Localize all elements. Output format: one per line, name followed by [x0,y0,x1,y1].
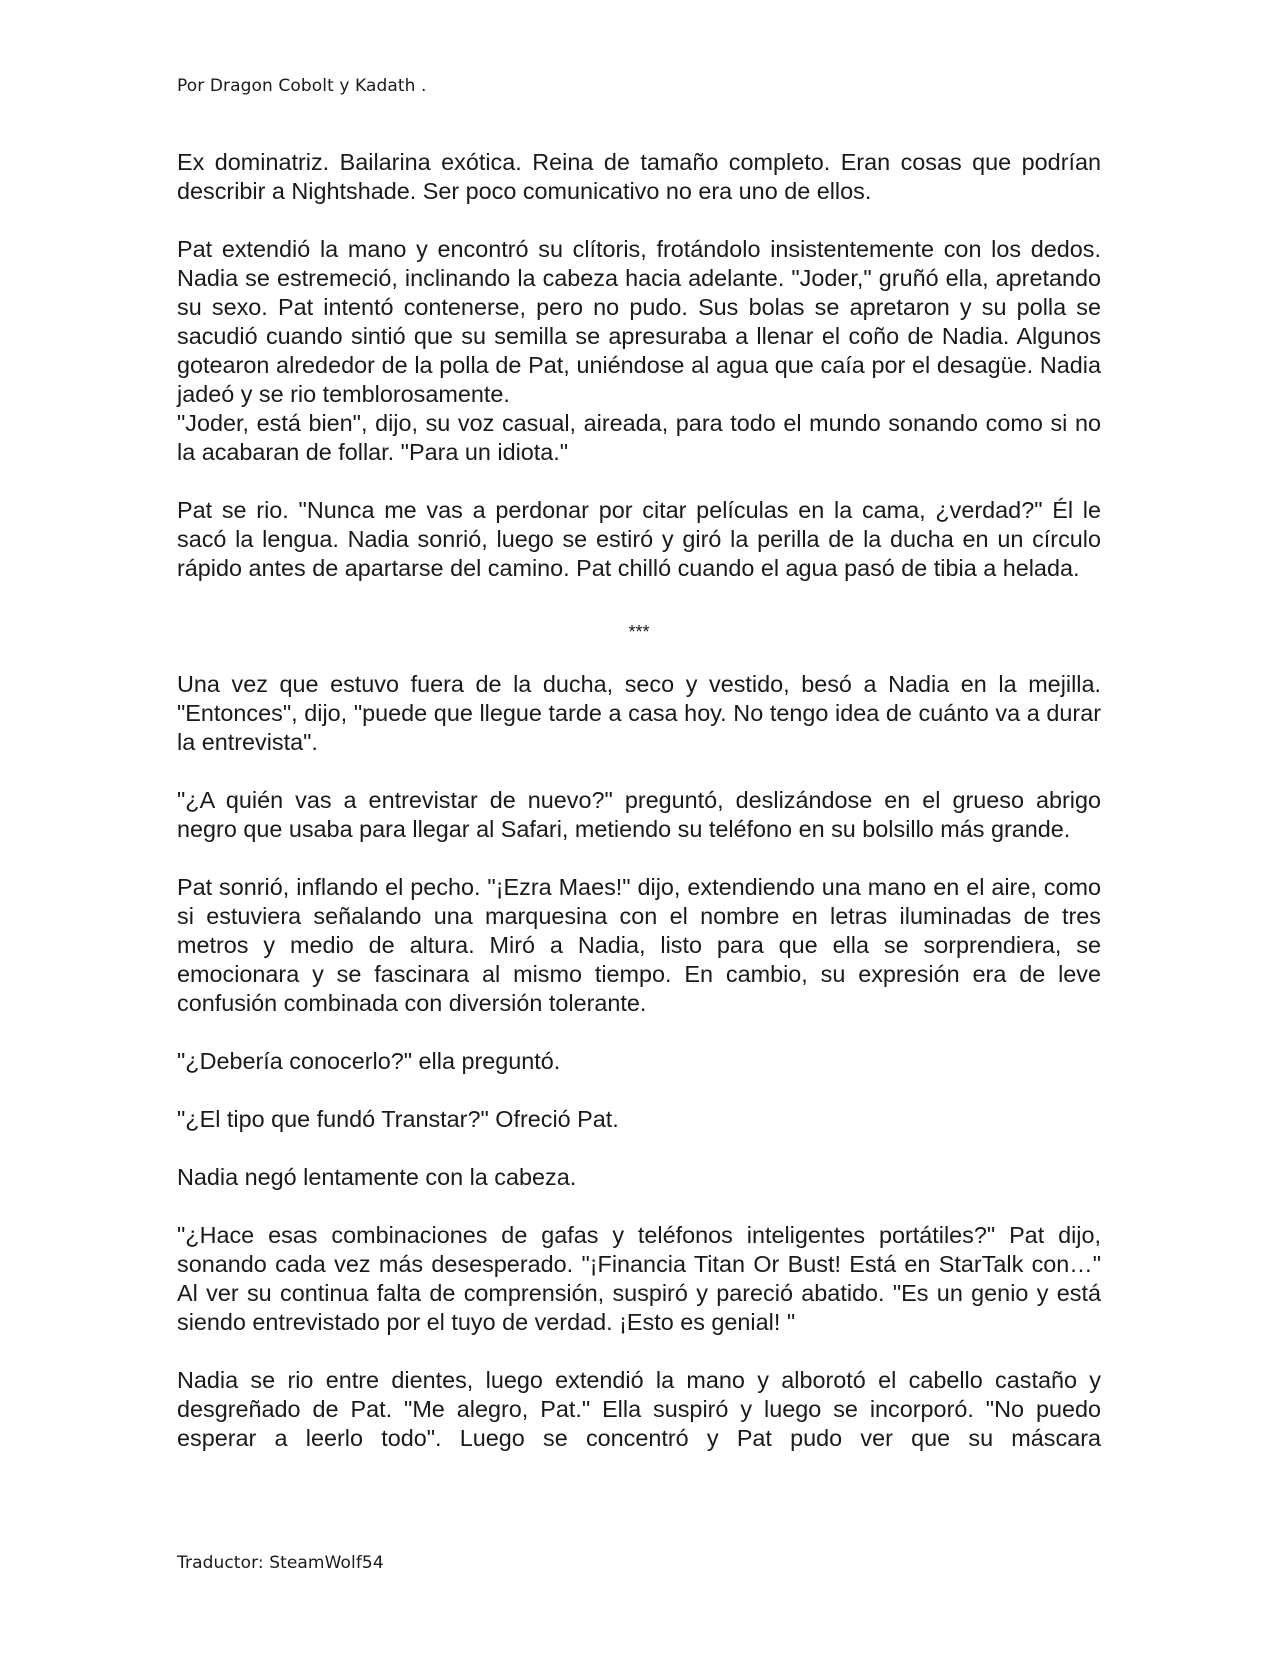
scene-separator: *** [628,622,650,642]
paragraph: "¿A quién vas a entrevistar de nuevo?" preguntó, deslizándose en el grueso abrigo negro que usaba para llegar al Safari, metiendo su teléfono en su bolsillo más grande. [177,787,1101,842]
page-header: Por Dragon Cobolt y Kadath . [177,76,427,96]
paragraph: "¿Hace esas combinaciones de gafas y teléfonos inteligentes portátiles?" Pat dijo, sonando cada vez más desesperado. "¡Financia Titan Or Bust! Está en StarTalk con…" Al ver su continua falta de comprensión, suspiró y pareció abatido. "Es un genio y está siendo entrevistado por el tuyo de verdad. ¡Esto es genial! " [177,1222,1101,1335]
paragraph: Pat sonrió, inflando el pecho. "¡Ezra Maes!" dijo, extendiendo una mano en el aire, como si estuviera señalando una marquesina con el nombre en letras iluminadas de tres metros y medio de altura. Miró a Nadia, listo para que ella se sorprendiera, se emocionara y se fascinara al mismo tiempo. En cambio, su expresión era de leve confusión combinada con diversión tolerante. [177,874,1101,1016]
paragraph: Pat extendió la mano y encontró su clítoris, frotándolo insistentemente con los dedos. Nadia se estremeció, inclinando la cabeza hacia adelante. "Joder," gruñó ella, apretando su sexo. Pat intentó contenerse, pero no pudo. Sus bolas se apretaron y su polla se sacudió cuando sintió que su semilla se apresuraba a llenar el coño de Nadia. Algunos gotearon alrededor de la polla de Pat, uniéndose al agua que caía por el desagüe. Nadia jadeó y se rio temblorosamente. [177,236,1101,407]
paragraph: "¿El tipo que fundó Transtar?" Ofreció Pat. [177,1106,619,1132]
paragraph: "¿Debería conocerlo?" ella preguntó. [177,1048,561,1074]
page-footer: Traductor: SteamWolf54 [177,1553,384,1573]
document-body [177,148,1101,1482]
paragraph: Una vez que estuvo fuera de la ducha, seco y vestido, besó a Nadia en la mejilla. "Entonces", dijo, "puede que llegue tarde a casa hoy. No tengo idea de cuánto va a durar la entrevista". [177,671,1101,755]
paragraph: Nadia se rio entre dientes, luego extendió la mano y alborotó el cabello castaño y desgreñado de Pat. "Me alegro, Pat." Ella suspiró y luego se incorporó. "No puedo esperar a leerlo todo". Luego se concentró y Pat pudo ver que su máscara [177,1367,1101,1451]
paragraph: Pat se rio. "Nunca me vas a perdonar por citar películas en la cama, ¿verdad?" Él le sacó la lengua. Nadia sonrió, luego se estiró y giró la perilla de la ducha en un círculo rápido antes de apartarse del camino. Pat chilló cuando el agua pasó de tibia a helada. [177,497,1101,581]
paragraph: Nadia negó lentamente con la cabeza. [177,1164,577,1190]
paragraph: "Joder, está bien", dijo, su voz casual, aireada, para todo el mundo sonando como si no la acabaran de follar. "Para un idiota." [177,410,1101,465]
paragraph: Ex dominatriz. Bailarina exótica. Reina de tamaño completo. Eran cosas que podrían describir a Nightshade. Ser poco comunicativo no era uno de ellos. [177,149,1101,204]
